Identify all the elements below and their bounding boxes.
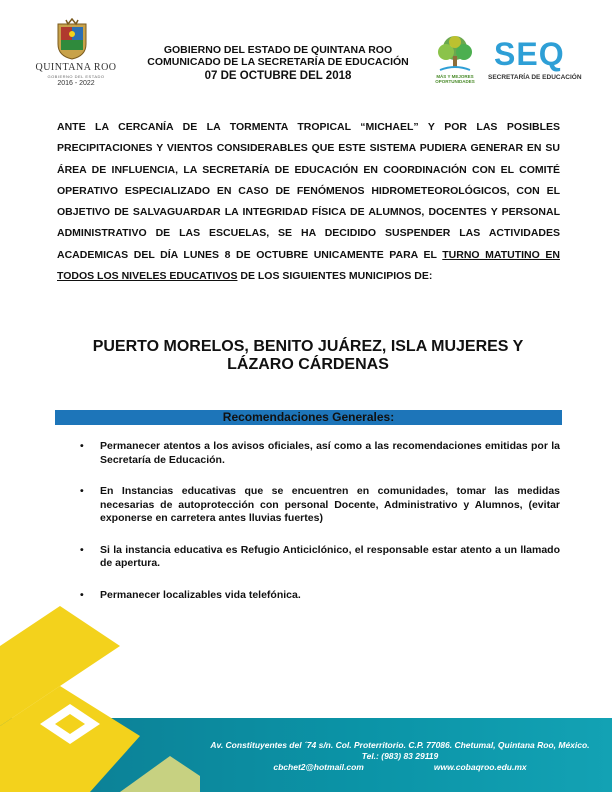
- seq-logo: [488, 36, 582, 88]
- qroo-logo-subtitle: GOBIERNO DEL ESTADO: [47, 74, 105, 79]
- paragraph-underlined-text: TURNO MATUTINO EN TODOS LOS NIVELES EDUCATIVOS: [57, 248, 560, 283]
- footer-phone: Tel.: (983) 83 29119: [361, 751, 439, 761]
- recommendations-list: [80, 440, 560, 620]
- opportunities-line2: OPORTUNIDADES: [435, 79, 475, 84]
- list-item: [80, 485, 560, 526]
- footer-links: [200, 762, 600, 773]
- list-item-text: Si la instancia educativa es Refugio Anticiclónico, el responsable estar atento a un llamado de apertura.: [100, 543, 560, 569]
- header-line-communique: COMUNICADO DE LA SECRETARÍA DE EDUCACIÓN: [147, 56, 409, 68]
- quintana-roo-logo: [28, 18, 117, 88]
- opportunities-logo-text: [430, 74, 480, 84]
- list-item-text: Permanecer localizables vida telefónica.: [100, 588, 301, 601]
- paragraph-text-end: DE LOS SIGUIENTES MUNICIPIOS DE:: [237, 270, 433, 283]
- yellow-fret-decoration: [0, 606, 200, 792]
- bullet-icon: •: [80, 440, 84, 452]
- qroo-logo-name: QUINTANA ROO: [35, 62, 117, 73]
- paragraph-text: ANTE LA CERCANÍA DE LA TORMENTA TROPICAL “MICHAEL” Y POR LAS POSIBLES PRECIPITACIONES Y VIENTOS CONSIDERABLES QUE ESTE SISTEMA PUDIERA GENERAR EN SU ÁREA DE INFLUENCIA, LA SECRETARÍA DE EDUCACIÓN EN COORDINACIÓN CON EL COMITÉ OPERATIVO ESPECIALIZADO EN CASO DE FENÓMENOS HIDROMETEOROLÓGICOS, CON EL OBJETIVO DE SALVAGUARDAR LA INTEGRIDAD FÍSICA DE ALUMNOS, DOCENTES Y PERSONAL ADMINISTRATIVO DE LAS ESCUELAS, SE HA DECIDIDO SUSPENDER LAS ACTIVIDADES ACADEMICAS DEL DÍA LUNES 8 DE OCTUBRE UNICAMENTE PARA EL: [57, 121, 560, 261]
- footer-address: Av. Constituyentes del ´74 s/n. Col. Proterritorio. C.P. 77086. Chetumal, Quintana Roo, México.: [210, 740, 590, 750]
- footer-contact: [200, 740, 600, 773]
- list-item: [80, 589, 560, 603]
- bullet-icon: •: [80, 485, 84, 497]
- footer-email-link[interactable]: cbchet2@hotmail.com: [273, 762, 364, 772]
- coat-of-arms-icon: [54, 18, 90, 60]
- header-line-government: GOBIERNO DEL ESTADO DE QUINTANA ROO: [163, 44, 393, 56]
- list-item-text: Permanecer atentos a los avisos oficiales, así como a las recomendaciones emitidas por la Secretaría de Educación.: [100, 440, 560, 466]
- tree-icon: [430, 34, 480, 74]
- list-item-text: En Instancias educativas que se encuentren en comunidades, tomar las medidas necesarias de autoprotección con personal Docente, Administrativo y Alumnos, (evitar exponerse en carretera antes lluvias fuertes): [100, 485, 560, 524]
- qroo-logo-years: 2016 - 2022: [57, 80, 95, 87]
- bullet-icon: •: [80, 588, 84, 601]
- list-item: [80, 544, 560, 571]
- document-header: [128, 44, 428, 82]
- opportunities-line1: MÁS Y MEJORES: [436, 74, 474, 79]
- main-paragraph: [57, 117, 560, 287]
- recommendations-title-bar: Recomendaciones Generales:: [55, 410, 562, 425]
- header-date: 07 DE OCTUBRE DEL 2018: [204, 70, 352, 82]
- footer-website-link[interactable]: www.cobaqroo.edu.mx: [433, 762, 527, 772]
- list-item: [80, 440, 560, 467]
- bullet-icon: •: [80, 543, 84, 556]
- municipalities-heading: PUERTO MORELOS, BENITO JUÁREZ, ISLA MUJERES Y LÁZARO CÁRDENAS: [92, 338, 524, 373]
- opportunities-logo: [430, 34, 480, 90]
- seq-logo-acronym: SEQ: [494, 36, 565, 72]
- seq-logo-name: SECRETARÍA DE EDUCACIÓN: [488, 74, 582, 81]
